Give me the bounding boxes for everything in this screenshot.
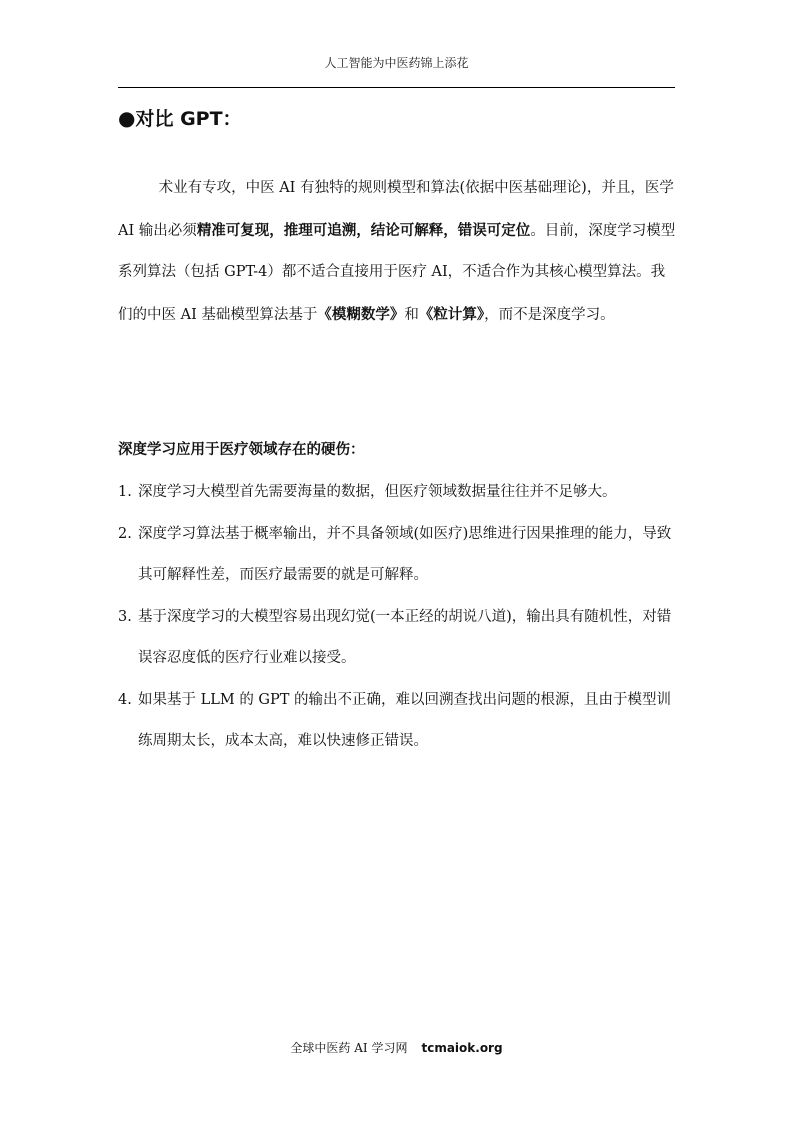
page-footer bbox=[0, 1039, 793, 1056]
intro-text-3: 和 bbox=[404, 306, 419, 323]
hardships-list bbox=[118, 472, 683, 763]
list-item-number: 4. bbox=[118, 691, 132, 708]
bullet-icon: ● bbox=[118, 106, 136, 130]
list-item-text: 如果基于 LLM 的 GPT 的输出不正确，难以回溯查找出问题的根源，且由于模型训练周期太长，成本太高，难以快速修正错误。 bbox=[138, 691, 672, 749]
list-item bbox=[118, 472, 683, 514]
intro-paragraph bbox=[118, 168, 678, 336]
hardships-heading: 深度学习应用于医疗领域存在的硬伤： bbox=[118, 441, 365, 458]
list-item bbox=[118, 680, 683, 763]
list-item-text: 基于深度学习的大模型容易出现幻觉(一本正经的胡说八道)，输出具有随机性，对错误容忍度低的医疗行业难以接受。 bbox=[138, 608, 672, 666]
section-title-text: 对比 GPT： bbox=[135, 108, 242, 130]
list-item bbox=[118, 597, 683, 680]
footer-site-link[interactable]: tcmaiok.org bbox=[421, 1041, 503, 1055]
page-header: 人工智能为中医药锦上添花 bbox=[324, 56, 469, 70]
list-item-number: 1. bbox=[118, 484, 132, 500]
list-item-text: 深度学习大模型首先需要海量的数据，但医疗领域数据量往往并不足够大。 bbox=[138, 484, 617, 500]
list-item-text: 深度学习算法基于概率输出，并不具备领域(如医疗)思维进行因果推理的能力，导致其可解释性差，而医疗最需要的就是可解释。 bbox=[138, 525, 672, 583]
intro-text-4: ，而不是深度学习。 bbox=[484, 306, 615, 323]
intro-emphasis-1: 精准可复现，推理可追溯，结论可解释，错误可定位 bbox=[196, 221, 531, 239]
intro-emphasis-2: 《模糊数学》 bbox=[317, 305, 405, 323]
header-divider bbox=[118, 87, 675, 88]
section-title bbox=[118, 104, 242, 131]
intro-text-1: 术业有专攻，中医 AI 有独特的规则模型和算法(依据中医基础理论)，并且，医学 AI 输出必须 bbox=[118, 180, 674, 239]
footer-label: 全球中医药 AI 学习网 bbox=[290, 1041, 408, 1055]
list-item bbox=[118, 514, 683, 597]
intro-emphasis-3: 《粒计算》 bbox=[418, 305, 485, 323]
intro-text-2: 。目前，深度学习模型系列算法（包括 GPT-4）都不适合直接用于医疗 AI，不适合作为其核心模型算法。我们的中医 AI 基础模型算法基于 bbox=[118, 222, 676, 323]
list-item-number: 3. bbox=[118, 608, 132, 625]
list-item-number: 2. bbox=[118, 525, 132, 542]
